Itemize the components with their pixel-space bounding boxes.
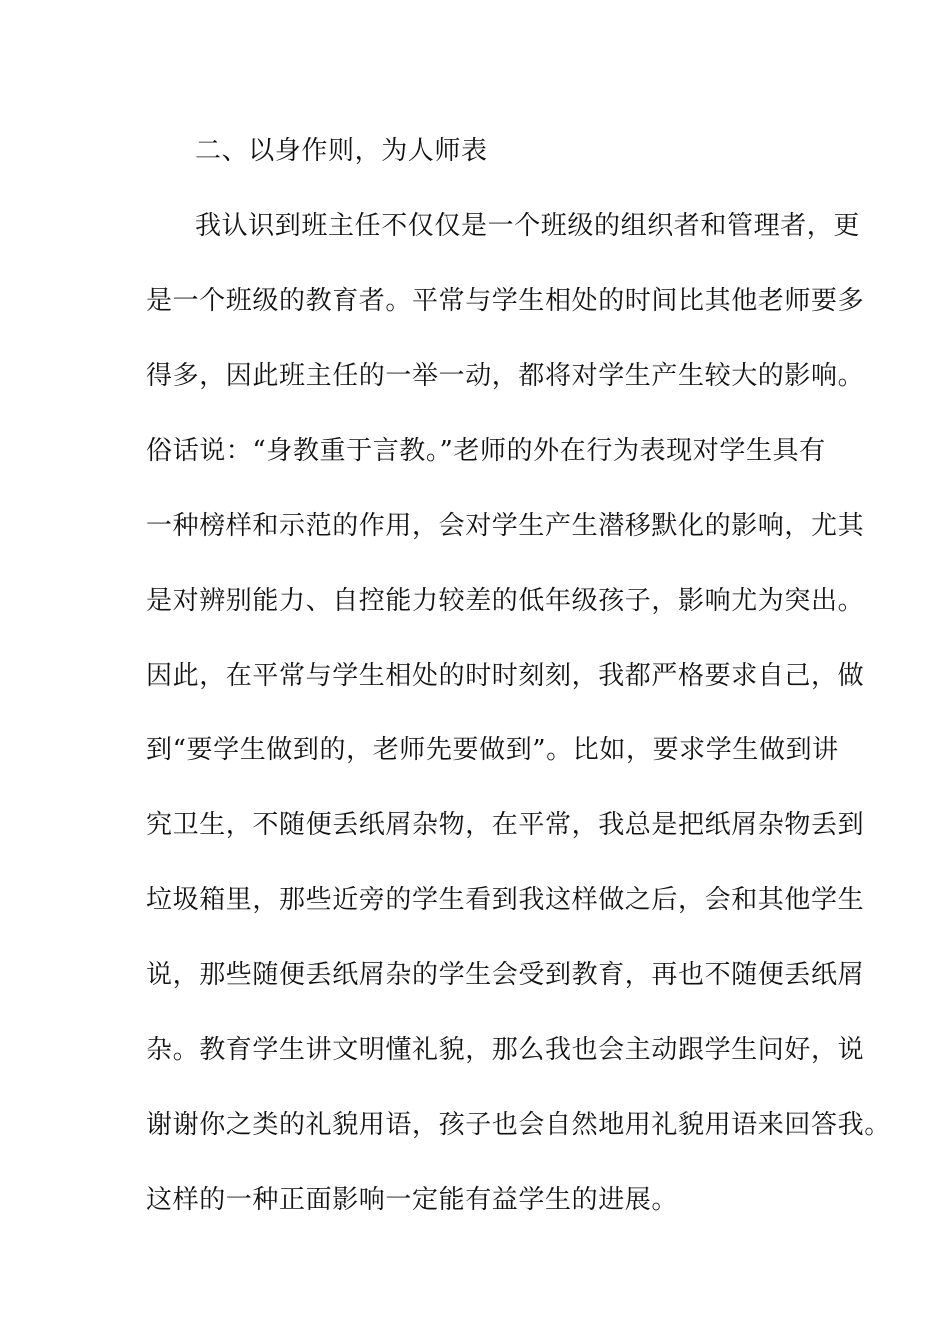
paragraph-line: 是一个班级的教育者。平常与学生相处的时间比其他老师要多 [146,286,865,316]
paragraph-line: 谢谢你之类的礼貌用语，孩子也会自然地用礼貌用语来回答我。 [146,1110,891,1140]
paragraph-line: 这样的一种正面影响一定能有益学生的进展。 [146,1185,679,1215]
paragraph-line: 到“要学生做到的，老师先要做到”。比如，要求学生做到讲 [146,735,839,765]
paragraph-line: 究卫生，不随便丢纸屑杂物，在平常，我总是把纸屑杂物丢到 [146,810,865,840]
paragraph-line: 得多，因此班主任的一举一动，都将对学生产生较大的影响。 [146,361,865,391]
paragraph-line: 杂。教育学生讲文明懂礼貌，那么我也会主动跟学生问好，说 [146,1035,865,1065]
paragraph-line: 一种榜样和示范的作用，会对学生产生潜移默化的影响，尤其 [146,511,865,541]
section-heading: 二、以身作则，为人师表 [195,136,488,166]
paragraph-line: 俗话说：“身教重于言教。”老师的外在行为表现对学生具有 [146,436,826,466]
paragraph-line: 垃圾箱里，那些近旁的学生看到我这样做之后，会和其他学生 [146,885,865,915]
paragraph-line: 是对辨别能力、自控能力较差的低年级孩子，影响尤为突出。 [146,586,865,616]
paragraph-line: 我认识到班主任不仅仅是一个班级的组织者和管理者，更 [195,211,861,241]
paragraph-line: 说，那些随便丢纸屑杂的学生会受到教育，再也不随便丢纸屑 [146,960,865,990]
paragraph-line: 因此，在平常与学生相处的时时刻刻，我都严格要求自己，做 [146,661,865,691]
